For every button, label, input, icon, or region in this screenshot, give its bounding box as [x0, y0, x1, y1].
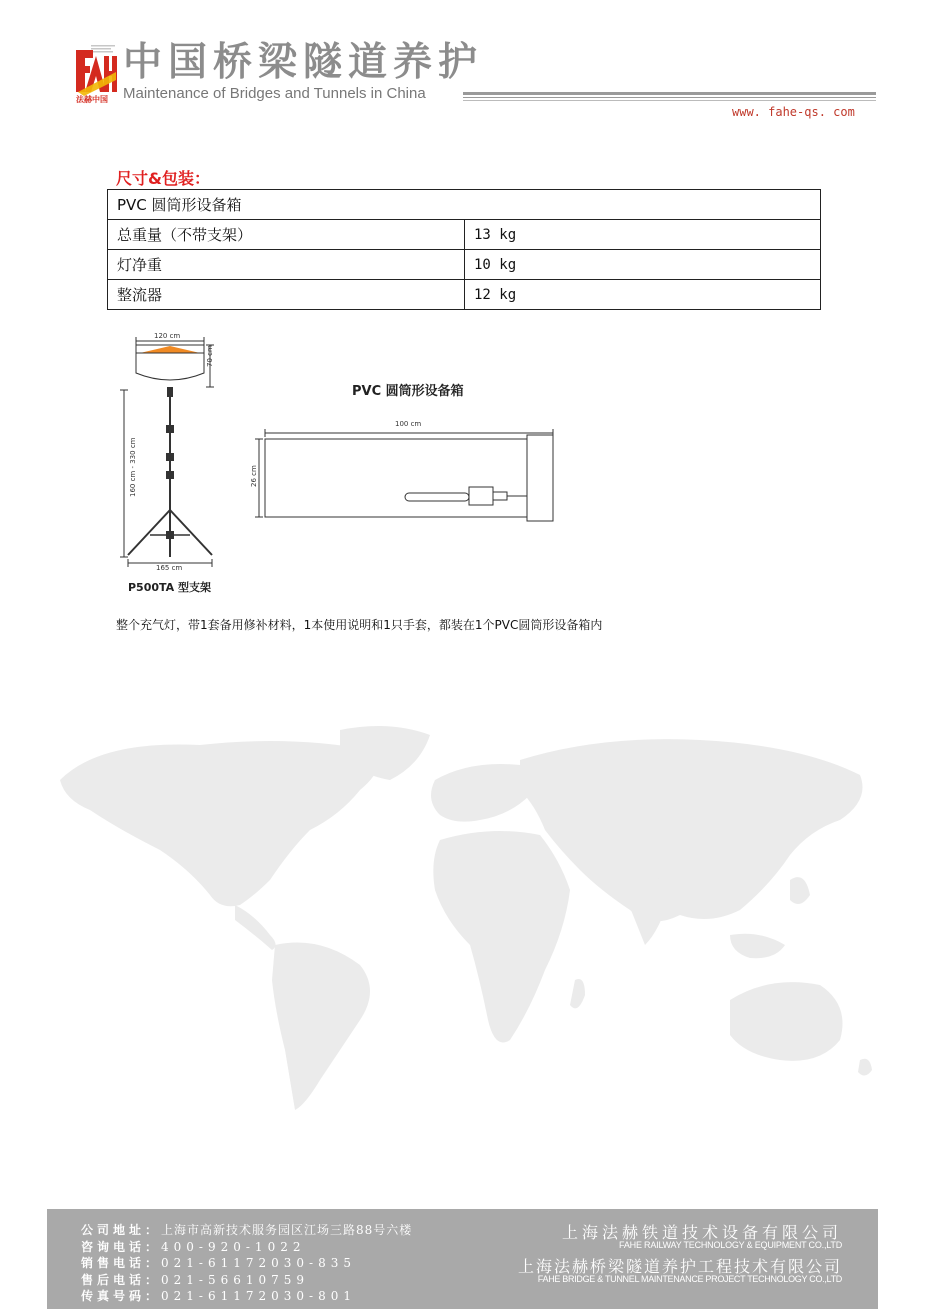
table-value-cell: 12 kg	[465, 280, 821, 310]
contact-sales	[81, 1255, 412, 1272]
website-link[interactable]: www. fahe-qs. com	[732, 105, 855, 119]
contact-key: 售后电话：	[81, 1272, 162, 1287]
section-heading: 尺寸&包装：	[116, 169, 210, 188]
header-rule	[463, 92, 876, 95]
contact-hotline	[81, 1239, 412, 1256]
case-diameter-label: 26 cm	[250, 465, 258, 487]
header-title-en: Maintenance of Bridges and Tunnels in China	[123, 85, 426, 102]
table-value-cell: 13 kg	[465, 220, 821, 250]
contact-address	[81, 1222, 412, 1239]
table-label-cell: 整流器	[108, 280, 465, 310]
case-title: PVC 圆筒形设备箱	[352, 384, 464, 399]
spec-table	[107, 189, 821, 310]
table-label-cell: 灯净重	[108, 250, 465, 280]
tripod-lamp-height-label: 70 cm	[206, 345, 214, 367]
tripod-width-label: 120 cm	[154, 332, 181, 340]
company-1-name: 上海法赫铁道技术设备有限公司	[561, 1223, 842, 1242]
contact-fax	[81, 1288, 412, 1305]
company-2-name-en: FAHE BRIDGE & TUNNEL MAINTENANCE PROJECT TECHNOLOGY CO.,LTD	[537, 1274, 842, 1284]
contact-key: 传真号码：	[81, 1289, 162, 1303]
world-map-watermark	[40, 720, 890, 1124]
contact-value: 上海市高新技术服务园区江场三路88号六楼	[161, 1223, 413, 1237]
table-value-cell: 10 kg	[465, 250, 821, 280]
contact-value: 021-61172030-835	[161, 1256, 357, 1270]
table-title-cell: PVC 圆筒形设备箱	[108, 190, 821, 220]
contact-value: 021-56610759	[161, 1272, 310, 1287]
package-note: 整个充气灯，带1套备用修补材料，1本使用说明和1只手套，都装在1个PVC圆筒形设备箱内	[116, 618, 603, 632]
header-rule	[463, 100, 876, 101]
contact-key: 公司地址：	[81, 1223, 162, 1237]
header-title-cn: 中国桥梁隧道养护	[123, 40, 484, 85]
table-title-row	[108, 190, 821, 220]
contact-key: 咨询电话：	[81, 1239, 162, 1254]
contact-key: 销售电话：	[81, 1256, 162, 1270]
fahe-logo	[76, 42, 118, 106]
table-row	[108, 250, 821, 280]
company-2-name: 上海法赫桥梁隧道养护工程技术有限公司	[517, 1257, 842, 1276]
company-1-name-en: FAHE RAILWAY TECHNOLOGY & EQUIPMENT CO.,LTD	[619, 1240, 842, 1250]
case-length-label: 100 cm	[395, 420, 422, 428]
contact-value: 400-920-1022	[161, 1239, 306, 1254]
contact-value: 021-61172030-801	[161, 1289, 357, 1303]
tripod-caption: P500TA 型支架	[128, 581, 212, 594]
tripod-base-label: 165 cm	[156, 564, 183, 572]
table-row	[108, 280, 821, 310]
case-drawing	[255, 425, 560, 529]
contact-aftersales	[81, 1272, 412, 1289]
tripod-pole-height-label: 160 cm - 330 cm	[129, 437, 137, 497]
logo-subtext: 法赫中国	[76, 95, 108, 104]
header-rule	[463, 97, 876, 98]
table-row	[108, 220, 821, 250]
footer-contacts	[81, 1222, 412, 1305]
table-label-cell: 总重量（不带支架）	[108, 220, 465, 250]
